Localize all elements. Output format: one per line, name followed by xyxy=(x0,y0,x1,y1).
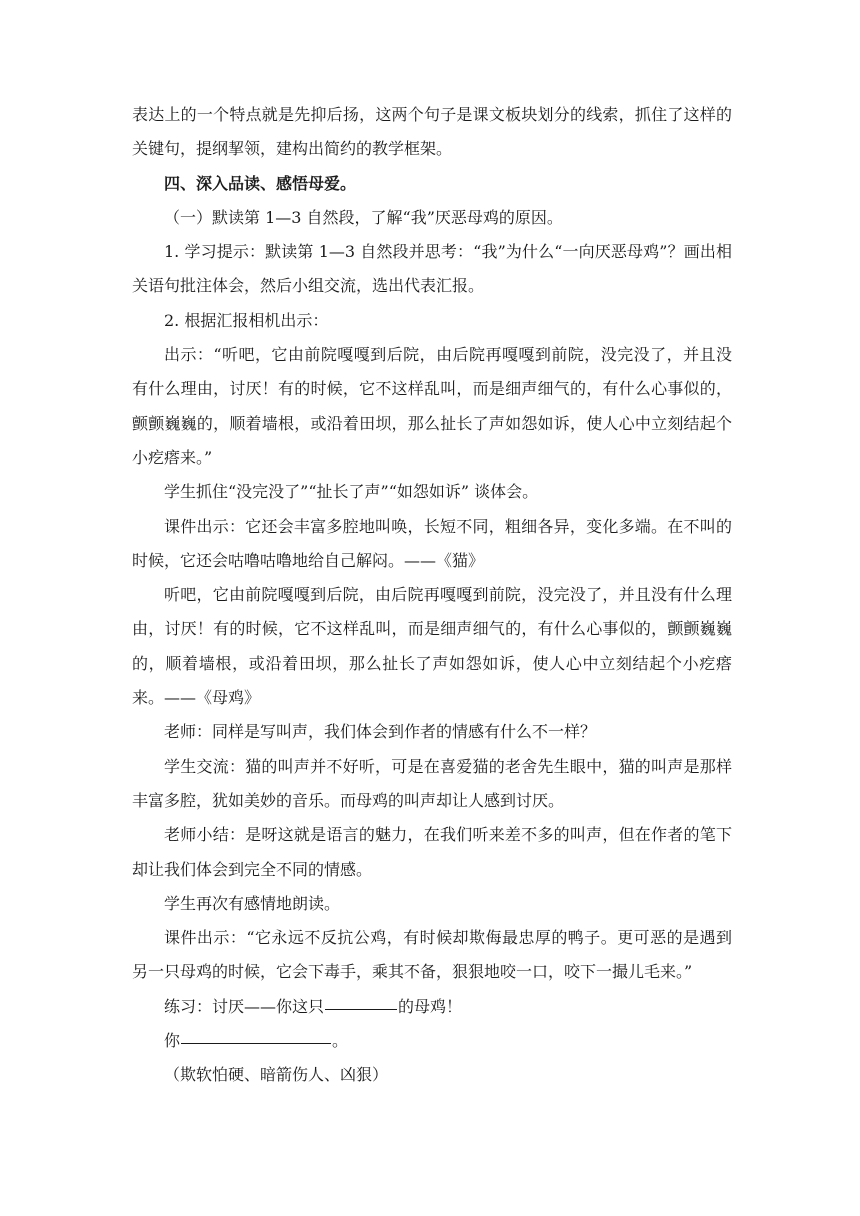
paragraph-continuation: 表达上的一个特点就是先抑后扬，这两个句子是课文板块划分的线索，抓住了这样的关键句，提纲挈领，建构出简约的教学框架。 xyxy=(132,105,732,159)
fill-in-blank-short xyxy=(325,1008,397,1010)
document-body xyxy=(132,98,732,1093)
section-heading: 四、深入品读、感悟母爱。 xyxy=(164,173,357,193)
word-hints: （欺软怕硬、暗箭伤人、凶狠） xyxy=(164,1065,389,1085)
exercise-text-before: 练习：讨厌——你这只 xyxy=(164,996,325,1016)
subsection-heading: （一）默读第 1—3 自然段，了解“我”厌恶母鸡的原因。 xyxy=(164,207,563,227)
reading-activity: 学生再次有感情地朗读。 xyxy=(164,893,341,913)
hen-excerpt: 听吧，它由前院嘎嘎到后院，由后院再嘎嘎到前院，没完没了，并且没有什么理由，讨厌！有的时候，它不这样乱叫，而是细声细气的，有什么心事似的，颤颤巍巍的，顺着墙根，或沿着田坝，那么扯长了声如怨如诉，使人心中立刻结起个小疙瘩来。——《母鸡》 xyxy=(132,585,732,708)
student-activity: 学生抓住“没完没了”“扯长了声”“如怨如诉” 谈体会。 xyxy=(164,482,539,502)
courseware-hen-excerpt: 课件出示：“它永远不反抗公鸡，有时候却欺侮最忠厚的鸭子。更可恶的是遇到另一只母鸡的时候，它会下毒手，乘其不备，狠狠地咬一口，咬下一撮儿毛来。” xyxy=(132,928,732,982)
courseware-cat-excerpt: 课件出示：它还会丰富多腔地叫唤，长短不同，粗细各异，变化多端。在不叫的时候，它还会咕噜咕噜地给自己解闷。——《猫》 xyxy=(132,516,732,570)
quoted-passage: 出示：“听吧，它由前院嘎嘎到后院，由后院再嘎嘎到前院，没完没了，并且没有什么理由，讨厌！有的时候，它不这样乱叫，而是细声细气的，有什么心事似的，颤颤巍巍的，顺着墙根，或沿着田坝，那么扯长了声如怨如诉，使人心中立刻结起个小疙瘩来。” xyxy=(132,345,732,467)
teacher-summary: 老师小结：是呀这就是语言的魅力，在我们听来差不多的叫声，但在作者的笔下却让我们体会到完全不同的情感。 xyxy=(132,825,732,879)
report-instruction: 2. 根据汇报相机出示： xyxy=(164,310,329,330)
exercise-text-after: 的母鸡！ xyxy=(398,996,463,1016)
fill-in-blank-long xyxy=(181,1042,331,1044)
study-prompt: 1. 学习提示：默读第 1—3 自然段并思考：“我”为什么“一向厌恶母鸡”？画出相关语句批注体会，然后小组交流，选出代表汇报。 xyxy=(132,242,732,296)
exercise-line-2 xyxy=(132,1024,732,1058)
exercise-line-1 xyxy=(132,990,732,1024)
student-discussion: 学生交流：猫的叫声并不好听，可是在喜爱猫的老舍先生眼中，猫的叫声是那样丰富多腔，犹如美妙的音乐。而母鸡的叫声却让人感到讨厌。 xyxy=(132,756,732,810)
exercise-text-before: 你 xyxy=(164,1031,181,1051)
exercise-text-after: 。 xyxy=(332,1031,349,1051)
teacher-question: 老师：同样是写叫声，我们体会到作者的情感有什么不一样？ xyxy=(164,722,597,742)
